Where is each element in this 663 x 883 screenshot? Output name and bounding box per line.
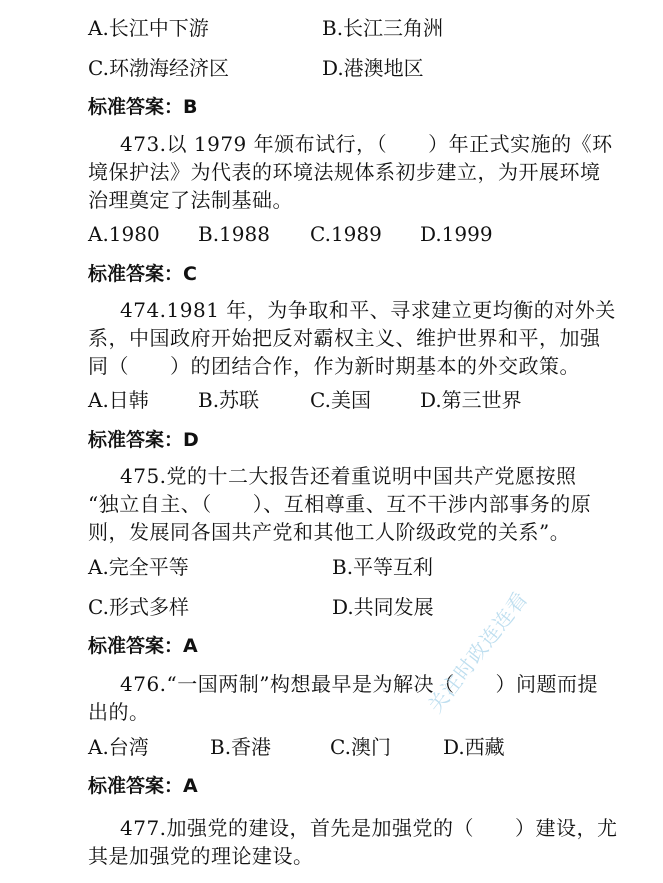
q474-line-2: 系，中国政府开始把反对霸权主义、维护世界和平，加强 [88,326,601,350]
q475-line-3: 则，发展同各国共产党和其他工人阶级政党的关系”。 [88,520,571,544]
q473-option-b: B.1988 [198,222,270,246]
q474-option-c: C.美国 [310,388,371,412]
q476-line-2: 出的。 [88,700,150,724]
q477-line-2: 其是加强党的理论建设。 [88,844,314,868]
answer-label: 标准答案： [88,635,184,657]
q477-line-1: 477.加强党的建设，首先是加强党的（ ）建设，尤 [120,816,618,840]
answer-label: 标准答案： [88,775,184,797]
q475-line-2: “独立自主、（ ）、互相尊重、互不干涉内部事务的原 [88,492,592,516]
q473-option-d: D.1999 [420,222,493,246]
q472-option-d: D.港澳地区 [322,56,424,80]
q476-option-d: D.西藏 [443,735,505,759]
q476-option-c: C.澳门 [330,735,391,759]
answer-value: A [183,775,198,797]
q472-option-c: C.环渤海经济区 [88,56,229,80]
answer-label: 标准答案： [88,429,184,451]
q474-option-b: B.苏联 [198,388,260,412]
q476-option-a: A.台湾 [88,735,149,759]
q475-line-1: 475.党的十二大报告还着重说明中国共产党愿按照 [120,464,577,488]
q475-option-a: A.完全平等 [88,555,189,579]
answer-label: 标准答案： [88,263,184,285]
q473-option-a: A.1980 [88,222,160,246]
q473-option-c: C.1989 [310,222,382,246]
q473-line-2: 境保护法》为代表的环境法规体系初步建立，为开展环境 [88,160,601,184]
q473-answer [88,262,197,286]
answer-value: A [183,635,198,657]
q476-option-b: B.香港 [210,735,272,759]
q475-answer [88,634,198,658]
q472-option-a: A.长江中下游 [88,16,209,40]
q475-option-c: C.形式多样 [88,595,189,619]
q474-line-1: 474.1981 年，为争取和平、寻求建立更均衡的对外关 [120,298,616,322]
q476-answer [88,774,198,798]
q473-line-1: 473.以 1979 年颁布试行，（ ）年正式实施的《环 [120,132,613,156]
answer-value: B [183,96,198,118]
q472-option-b: B.长江三角洲 [322,16,444,40]
q474-option-a: A.日韩 [88,388,149,412]
answer-value: C [183,263,197,285]
q474-answer [88,428,199,452]
watermark: 关注时政连连看 [423,586,533,718]
answer-label: 标准答案： [88,96,184,118]
q476-line-1: 476.“一国两制”构想最早是为解决（ ）问题而提 [120,672,598,696]
q474-line-3: 同（ ）的团结合作，作为新时期基本的外交政策。 [88,354,580,378]
q472-answer [88,95,198,119]
answer-value: D [183,429,199,451]
q474-option-d: D.第三世界 [420,388,522,412]
q475-option-d: D.共同发展 [332,595,434,619]
q475-option-b: B.平等互利 [332,555,434,579]
q473-line-3: 治理奠定了法制基础。 [88,188,293,212]
